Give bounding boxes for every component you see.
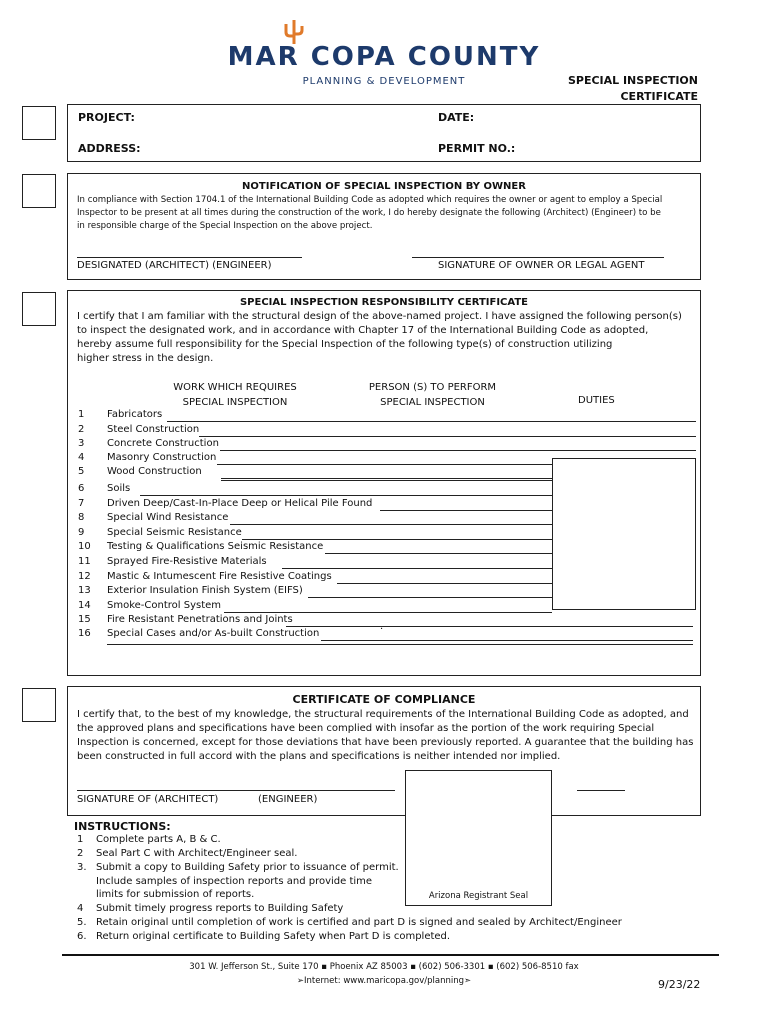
item-entry-line[interactable]: [220, 450, 696, 451]
item-number: 8: [78, 512, 85, 523]
item-entry-line[interactable]: [230, 524, 552, 525]
item-number: 12: [78, 571, 91, 582]
org-name: MAR COPA COUNTY: [227, 42, 541, 72]
responsibility-title: SPECIAL INSPECTION RESPONSIBILITY CERTIFICATE: [239, 297, 528, 308]
item-entry-line[interactable]: [167, 421, 696, 422]
notification-title: NOTIFICATION OF SPECIAL INSPECTION BY OWNER: [242, 181, 526, 192]
item-entry-line[interactable]: [199, 436, 696, 437]
project-label: PROJECT:: [78, 111, 135, 124]
item-label: Steel Construction: [107, 424, 200, 435]
item-label: Sprayed Fire-Resistive Materials: [107, 556, 267, 567]
designated-line[interactable]: [77, 257, 302, 258]
date-signature-line[interactable]: [577, 790, 625, 791]
instruction-number: 1: [77, 834, 84, 845]
instruction-number: 5.: [77, 917, 87, 928]
item-label: Wood Construction: [107, 466, 202, 477]
item-number: 5: [78, 466, 85, 477]
item-entry-line[interactable]: [217, 464, 552, 465]
architect-signature-line[interactable]: [77, 790, 395, 791]
item-entry-line[interactable]: [308, 597, 552, 598]
item-entry-line[interactable]: [221, 478, 552, 479]
item-entry-line[interactable]: [321, 640, 693, 641]
item-number: 11: [78, 556, 91, 567]
item-number: 10: [78, 541, 91, 552]
registrant-seal-label: Arizona Registrant Seal: [428, 891, 529, 901]
item-label: Special Seismic Resistance: [107, 527, 242, 538]
dot-mark: ·: [380, 624, 384, 635]
section-a-checkbox[interactable]: [22, 106, 56, 140]
owner-signature-line[interactable]: [412, 257, 664, 258]
registrant-seal-box[interactable]: [405, 770, 552, 906]
item-label: Concrete Construction: [107, 438, 219, 449]
doc-title-line-2: CERTIFICATE: [620, 90, 698, 103]
person-column-header: PERSON (S) TO PERFORM SPECIAL INSPECTION: [368, 382, 497, 408]
instruction-text: Retain original until completion of work is certified and part D is signed and sealed by Architect/Engineer: [96, 917, 622, 928]
item-label: Smoke-Control System: [107, 600, 222, 611]
item-label: Special Cases and/or As-built Construction: [107, 628, 320, 639]
instruction-text: Submit timely progress reports to Building Safety: [96, 903, 344, 914]
instructions-title: INSTRUCTIONS:: [74, 820, 171, 833]
architect-signature-label: SIGNATURE OF (ARCHITECT): [77, 794, 219, 805]
item-entry-line[interactable]: [242, 539, 552, 540]
item-label: Fabricators: [107, 409, 163, 420]
instruction-text: Include samples of inspection reports and provide time: [96, 876, 373, 887]
item-label: Fire Resistant Penetrations and Joints: [107, 614, 293, 625]
section-c-checkbox[interactable]: [22, 292, 56, 326]
item-label: Soils: [107, 483, 131, 494]
compliance-text: I certify that, to the best of my knowledge, the structural requirements of the International Building Code as adopted, and the approved plans and specifications have been complied with insofar as the portion of the work requiring Special Inspection is concerned, except for those deviations that have been previously reported. A guarantee that the building has been constructed in full accord with the plans and specifications is neither intended nor implied.: [77, 709, 694, 762]
item-number: 14: [78, 600, 91, 611]
duties-column-header: DUTIES: [578, 395, 615, 406]
item-number: 15: [78, 614, 91, 625]
duties-box[interactable]: [552, 458, 696, 610]
date-label: DATE:: [438, 111, 475, 124]
footer-date: 9/23/22: [658, 978, 701, 991]
work-column-header: WORK WHICH REQUIRES SPECIAL INSPECTION: [173, 382, 297, 408]
compliance-title: CERTIFICATE OF COMPLIANCE: [292, 693, 476, 706]
instruction-number: 3.: [77, 862, 87, 873]
item-number: 16: [78, 628, 91, 639]
item-number: 1: [78, 409, 85, 420]
instruction-text: Return original certificate to Building Safety when Part D is completed.: [96, 931, 451, 942]
owner-signature-label: SIGNATURE OF OWNER OR LEGAL AGENT: [438, 260, 645, 271]
instruction-number: 4: [77, 903, 84, 914]
permit-label: PERMIT NO.:: [438, 142, 516, 155]
item-number: 3: [78, 438, 85, 449]
item-number: 13: [78, 585, 91, 596]
doc-title-line-1: SPECIAL INSPECTION: [567, 74, 698, 87]
section-d-checkbox[interactable]: [22, 688, 56, 722]
item-entry-line[interactable]: [221, 480, 552, 481]
footer-internet: ➢Internet: www.maricopa.gov/planning➣: [296, 976, 472, 986]
item-label: Testing & Qualifications Seismic Resistance: [107, 541, 324, 552]
extra-line[interactable]: [107, 644, 693, 645]
item-number: 9: [78, 527, 85, 538]
item-entry-line[interactable]: [224, 612, 552, 613]
item-label: Mastic & Intumescent Fire Resistive Coatings: [107, 571, 332, 582]
item-label: Driven Deep/Cast-In-Place Deep or Helical Pile Found: [107, 498, 373, 509]
instruction-text: limits for submission of reports.: [96, 889, 255, 900]
item-number: 4: [78, 452, 85, 463]
item-entry-line[interactable]: [282, 568, 552, 569]
item-label: Exterior Insulation Finish System (EIFS): [107, 585, 303, 596]
instruction-number: 2: [77, 848, 84, 859]
item-entry-line[interactable]: [286, 626, 693, 627]
responsibility-text: I certify that I am familiar with the structural design of the above-named project. I have assigned the following person(s) to inspect the designated work, and in accordance with Chapter 17 of the International Building Code as adopted, hereby assume full responsibility for the Special Inspection of the following type(s) of construction utilizing higher stress in the design.: [77, 311, 682, 364]
notification-text: In compliance with Section 1704.1 of the International Building Code as adopted which requires the owner or agent to employ a Special Inspector to be present at all times during the construction of the work, I do hereby designate the following (Architect) (Engineer) to be in responsible charge of the Special Inspection on the above project.: [77, 195, 663, 231]
item-entry-line[interactable]: [140, 495, 552, 496]
footer-address: 301 W. Jefferson St., Suite 170 ▪ Phoenix AZ 85003 ▪ (602) 506-3301 ▪ (602) 506-8510 fax: [189, 962, 579, 972]
item-label: Masonry Construction: [107, 452, 217, 463]
org-subtitle: PLANNING & DEVELOPMENT: [302, 76, 466, 87]
item-entry-line[interactable]: [380, 510, 552, 511]
designated-label: DESIGNATED (ARCHITECT) (ENGINEER): [77, 260, 272, 271]
item-entry-line[interactable]: [337, 583, 552, 584]
address-label: ADDRESS:: [78, 142, 141, 155]
item-label: Special Wind Resistance: [107, 512, 229, 523]
instruction-text: Complete parts A, B & C.: [96, 834, 221, 845]
footer-rule: [62, 954, 719, 956]
engineer-label: (ENGINEER): [258, 794, 318, 805]
instruction-text: Seal Part C with Architect/Engineer seal.: [96, 848, 298, 859]
item-number: 2: [78, 424, 85, 435]
item-number: 7: [78, 498, 85, 509]
instruction-number: 6.: [77, 931, 87, 942]
item-entry-line[interactable]: [325, 553, 552, 554]
section-b-checkbox[interactable]: [22, 174, 56, 208]
project-box: [67, 104, 701, 162]
item-number: 6: [78, 483, 85, 494]
instruction-text: Submit a copy to Building Safety prior to issuance of permit.: [96, 862, 399, 873]
